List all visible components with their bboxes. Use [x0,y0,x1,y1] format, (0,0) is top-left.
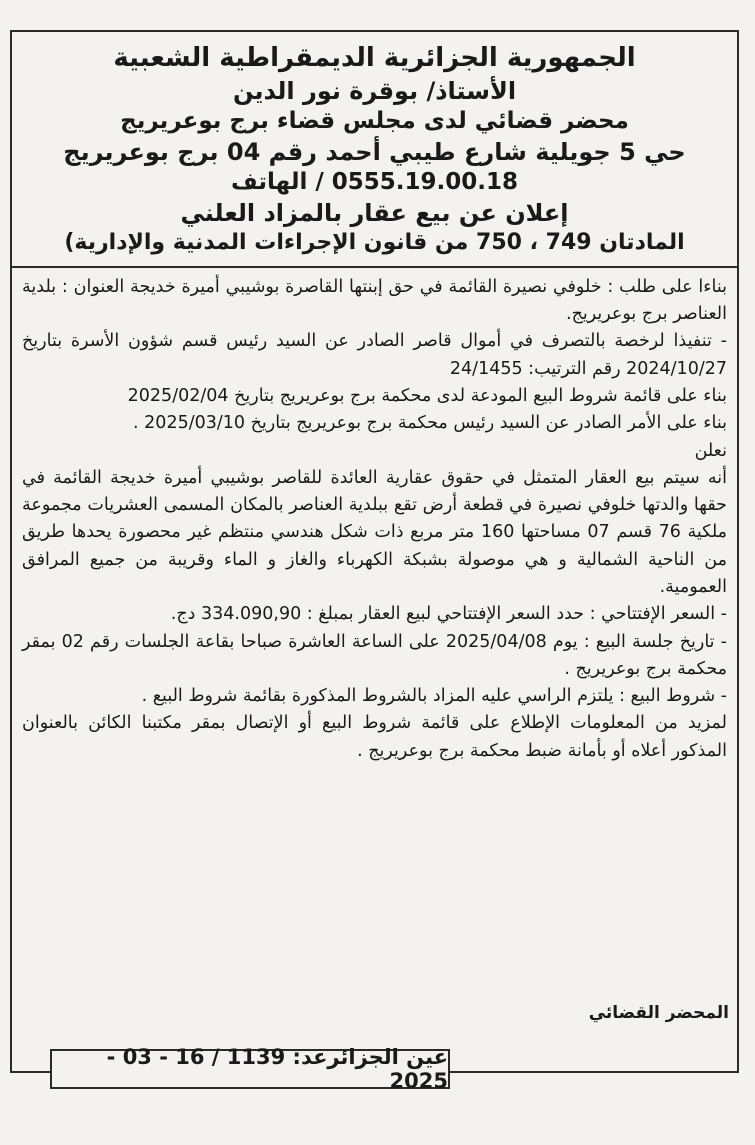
court-order-paragraph: بناء على الأمر الصادر عن السيد رئيس محكمة برج بوعريريج بتاريخ 2025/03/10 . [133,413,727,434]
announcement-frame [10,30,739,1093]
sale-session-paragraph: - تاريخ جلسة البيع : يوم 2025/04/08 على الساعة العاشرة صباحا بقاعة الجلسات رقم 02 بمقر محكمة برج بوعريريج . [22,631,727,679]
announce-label: نعلن [694,440,727,461]
more-info-paragraph: لمزيد من المعلومات الإطلاع على قائمة شروط البيع أو الإتصال بمقر مكتبنا الكائن بالعنوان المذكور أعلاه أو بأمانة ضبط محكمة برج بوعريريج . [22,713,727,761]
authorization-paragraph: - تنفيذا لرخصة بالتصرف في أموال قاصر الصادر عن السيد رئيس قسم شؤون الأسرة بتاريخ 2024/10/27 رقم الترتيب: 24/1455 [22,331,727,379]
office-phone: 0555.19.00.18 / الهاتف [230,169,519,196]
conditions-deposit-paragraph: بناء على قائمة شروط البيع المودعة لدى محكمة برج بوعريريج بتاريخ 2025/02/04 [127,385,727,406]
bailiff-title: محضر قضائي لدى مجلس قضاء برج بوعريريج [120,107,629,134]
announcement-title: إعلان عن بيع عقار بالمزاد العلني [180,198,569,227]
request-paragraph: بناءا على طلب : خلوفي نصيرة القائمة في حق إبنتها القاصرة بوشيبي أميرة خديجة العنوان : بلدية العناصر برج بوعريريج. [22,276,727,325]
office-address: حي 5 جويلية شارع طيبي أحمد رقم 04 برج بوعريريج [63,137,686,166]
sale-conditions-paragraph: - شروط البيع : يلتزم الراسي عليه المزاد بالشروط المذكورة بقائمة شروط البيع . [141,686,727,707]
announcement-body [12,268,737,765]
publication-reference: عين الجزائرعد: 1139 / 16 - 03 - 2025 [50,1049,450,1089]
opening-price-paragraph: - السعر الإفتتاحي : حدد السعر الإفتتاحي لبيع العقار بمبلغ : 334.090,90 دج. [170,604,727,625]
property-description-paragraph: أنه سيتم بيع العقار المتمثل في حقوق عقارية العائدة للقاصر بوشيبي أميرة خديجة القائمة في حقها والدتها خلوفي نصيرة في قطعة أرض تقع ببلدية العناصر بالمكان المسمى العشريات مجموعة ملكية 76 قسم 07 مساحتها 160 متر مربع ذات شكل هندسي منتظم غير محصورة يحدها طريق من الناحية الشمالية و هي موصولة بشبكة الكهرباء والغاز و الماء وقريبة من جميع المرافق العمومية. [22,467,727,597]
signature: المحضر القضائي [588,1003,729,1023]
legal-articles: المادتان 749 ، 750 من قانون الإجراءات المدنية والإدارية) [64,230,685,256]
announcement-header [12,32,737,258]
republic-title: الجمهورية الجزائرية الديمقراطية الشعبية [113,43,636,73]
bailiff-name: الأستاذ/ بوقرة نور الدين [232,76,517,105]
